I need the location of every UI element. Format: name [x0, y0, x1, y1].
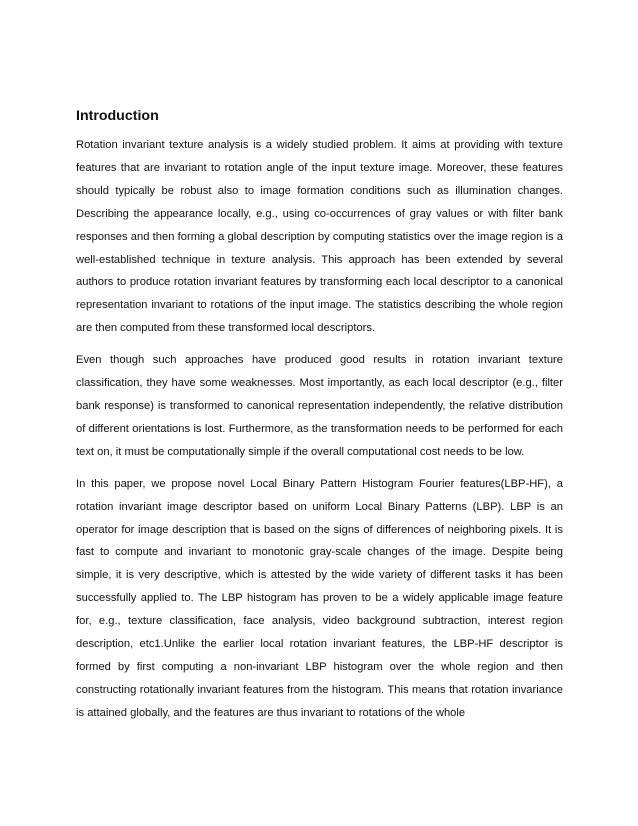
paragraph-3: In this paper, we propose novel Local Binary Pattern Histogram Fourier features(LBP-HF), a rotation invariant image descriptor based on uniform Local Binary Patterns (LBP). LBP is an operator for image description that is based on the signs of differences of neighboring pixels. It is fast to compute and invariant to monotonic gray-scale changes of the image. Despite being simple, it is very descriptive, which is attested by the wide variety of different tasks it has been successfully applied to. The LBP histogram has proven to be a widely applicable image feature for, e.g., texture classification, face analysis, video background subtraction, interest region description, etc1.Unlike the earlier local rotation invariant features, the LBP-HF descriptor is formed by first computing a non-invariant LBP histogram over the whole region and then constructing rotationally invariant features from the histogram. This means that rotation invariance is attained globally, and the features are thus invariant to rotations of the whole [76, 477, 563, 719]
section-heading: Introduction [76, 108, 159, 124]
paragraph-2: Even though such approaches have produced good results in rotation invariant texture classification, they have some weaknesses. Most importantly, as each local descriptor (e.g., filter bank response) is transformed to canonical representation independently, the relative distribution of different orientations is lost. Furthermore, as the transformation needs to be performed for each text on, it must be computationally simple if the overall computational cost needs to be low. [76, 354, 563, 458]
paragraph-1: Rotation invariant texture analysis is a widely studied problem. It aims at providing with texture features that are invariant to rotation angle of the input texture image. Moreover, these features should typically be robust also to image formation conditions such as illumination changes. Describing the appearance locally, e.g., using co-occurrences of gray values or with filter bank responses and then forming a global description by computing statistics over the image region is a well-established technique in texture analysis. This approach has been extended by several authors to produce rotation invariant features by transforming each local descriptor to a canonical representation invariant to rotations of the input image. The statistics describing the whole region are then computed from these transformed local descriptors. [76, 139, 563, 335]
document-body [76, 106, 563, 734]
